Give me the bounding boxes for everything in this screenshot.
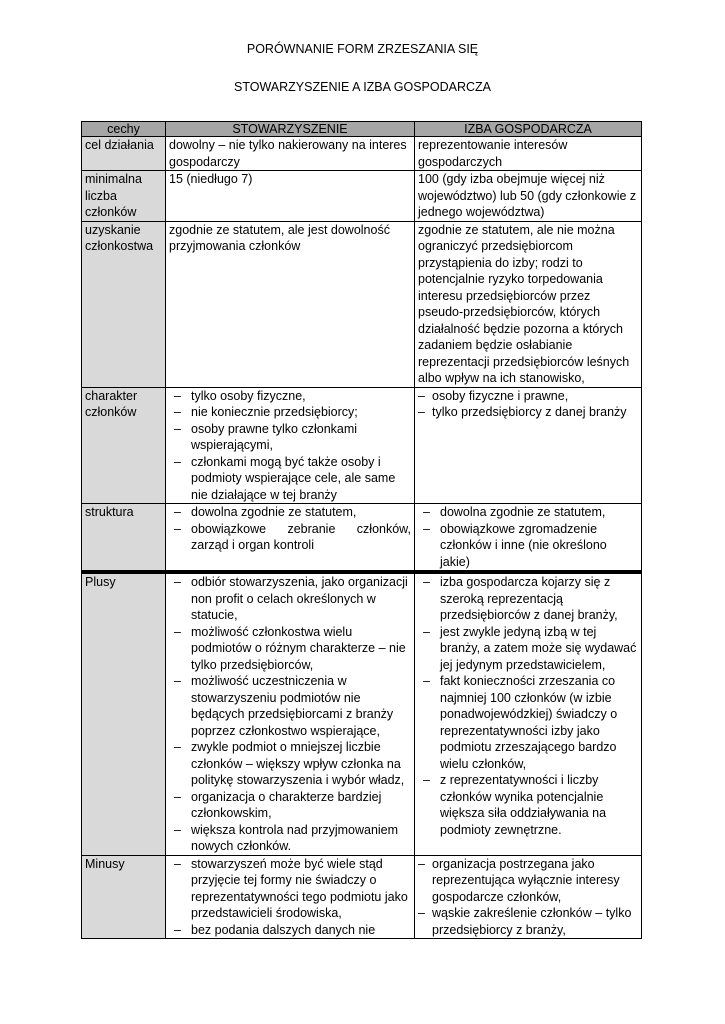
row-label: Plusy: [82, 572, 166, 855]
dash-list: [418, 856, 638, 939]
list-item: – wąskie zakreślenie członków – tylko przedsiębiorcy z branży,: [418, 905, 638, 938]
list-item: – obowiązkowe zebranie członków, zarząd i organ kontroli: [169, 521, 411, 554]
list-item: – nie koniecznie przedsiębiorcy;: [169, 404, 411, 421]
comparison-table: [81, 121, 642, 939]
dash-list: [418, 388, 638, 421]
list-item: – zwykle podmiot o mniejszej liczbie członków – większy wpływ członka na politykę stowarzyszenia i wybór władz,: [169, 739, 411, 789]
dash-list: [169, 388, 411, 504]
header-stowarzyszenie: STOWARZYSZENIE: [166, 122, 415, 137]
header-cechy: cechy: [82, 122, 166, 137]
dash-list: [169, 856, 411, 939]
list-item: – możliwość członkostwa wielu podmiotów o różnym charakterze – nie tylko przedsiębiorców,: [169, 624, 411, 674]
cell-izba: [415, 387, 642, 504]
list-item: – odbiór stowarzyszenia, jako organizacji non profit o celach określonych w statucie,: [169, 574, 411, 624]
list-item: – możliwość uczestniczenia w stowarzyszeniu podmiotów nie będących przedsiębiorcami z branży poprzez członkostwo wspierające,: [169, 673, 411, 739]
list-item: – członkami mogą być także osoby i podmioty wspierające cele, ale same nie działające w tej branży: [169, 454, 411, 504]
table-row: [82, 572, 642, 855]
table-row: [82, 221, 642, 387]
cell-stowarzyszenie: [166, 855, 415, 939]
list-item: – organizacja postrzegana jako reprezentująca wyłącznie interesy gospodarcze członków,: [418, 856, 638, 906]
cell-izba: [415, 572, 642, 855]
cell-izba: 100 (gdy izba obejmuje więcej niż województwo) lub 50 (gdy członkowie z jednego województwa): [415, 171, 642, 222]
list-item: – tylko przedsiębiorcy z danej branży: [418, 404, 638, 421]
list-item: – osoby fizyczne i prawne,: [418, 388, 638, 405]
list-item: – dowolna zgodnie ze statutem,: [169, 504, 411, 521]
cell-stowarzyszenie: [166, 387, 415, 504]
list-item: – stowarzyszeń może być wiele stąd przyjęcie tej formy nie świadczy o reprezentatywności tego podmiotu jako przedstawicieli środowiska,: [169, 856, 411, 922]
list-item: – obowiązkowe zgromadzenie członków i inne (nie określono jakie): [418, 521, 638, 571]
list-item: – jest zwykle jedyną izbą w tej branży, a zatem może się wydawać jej jedynym przedstawicielem,: [418, 624, 638, 674]
cell-stowarzyszenie: dowolny – nie tylko nakierowany na interes gospodarczy: [166, 137, 415, 171]
list-item: – fakt konieczności zrzeszania co najmniej 100 członków (w izbie ponadwojewódzkiej) świadczy o reprezentatywności izby jako podmiotu zrzeszającego bardzo wielu członków,: [418, 673, 638, 772]
table-row: [82, 387, 642, 504]
cell-stowarzyszenie: 15 (niedługo 7): [166, 171, 415, 222]
cell-izba: [415, 504, 642, 573]
cell-stowarzyszenie: [166, 572, 415, 855]
cell-izba: zgodnie ze statutem, ale nie można ograniczyć przedsiębiorcom przystąpienia do izby; rodzi to potencjalnie ryzyko torpedowania interesu przedsiębiorców przez pseudo-przedsiębiorców, których działalność będzie pozorna a których zadaniem będzie osłabianie reprezentacji przedsiębiorców leśnych albo wpływ na ich stanowisko,: [415, 221, 642, 387]
list-item: – dowolna zgodnie ze statutem,: [418, 504, 638, 521]
list-item: – izba gospodarcza kojarzy się z szeroką reprezentacją przedsiębiorców z danej branży,: [418, 574, 638, 624]
dash-list: [169, 574, 411, 855]
row-label: cel działania: [82, 137, 166, 171]
cell-izba: [415, 855, 642, 939]
cell-stowarzyszenie: [166, 504, 415, 573]
list-item: – tylko osoby fizyczne,: [169, 388, 411, 405]
dash-list: [418, 574, 638, 838]
row-label: minimalna liczba członków: [82, 171, 166, 222]
table-row: [82, 171, 642, 222]
row-label: charakter członków: [82, 387, 166, 504]
list-item: – osoby prawne tylko członkami wspierającymi,: [169, 421, 411, 454]
table-row: [82, 504, 642, 573]
row-label: struktura: [82, 504, 166, 573]
header-row: [82, 122, 642, 137]
list-item: – bez podania dalszych danych nie: [169, 922, 411, 939]
row-label: uzyskanie członkostwa: [82, 221, 166, 387]
list-item: – organizacja o charakterze bardziej członkowskim,: [169, 789, 411, 822]
row-label: Minusy: [82, 855, 166, 939]
dash-list: [169, 504, 411, 554]
cell-izba: reprezentowanie interesów gospodarczych: [415, 137, 642, 171]
list-item: – większa kontrola nad przyjmowaniem nowych członków.: [169, 822, 411, 855]
dash-list: [418, 504, 638, 570]
header-izba: IZBA GOSPODARCZA: [415, 122, 642, 137]
document-title: PORÓWNANIE FORM ZRZESZANIA SIĘ: [246, 42, 479, 56]
document-subtitle: STOWARZYSZENIE A IZBA GOSPODARCZA: [234, 80, 491, 94]
table-row: [82, 855, 642, 939]
cell-stowarzyszenie: zgodnie ze statutem, ale jest dowolność przyjmowania członków: [166, 221, 415, 387]
table-row: [82, 137, 642, 171]
list-item: – z reprezentatywności i liczby członków wynika potencjalnie większa siła oddziaływania na podmioty zewnętrzne.: [418, 772, 638, 838]
